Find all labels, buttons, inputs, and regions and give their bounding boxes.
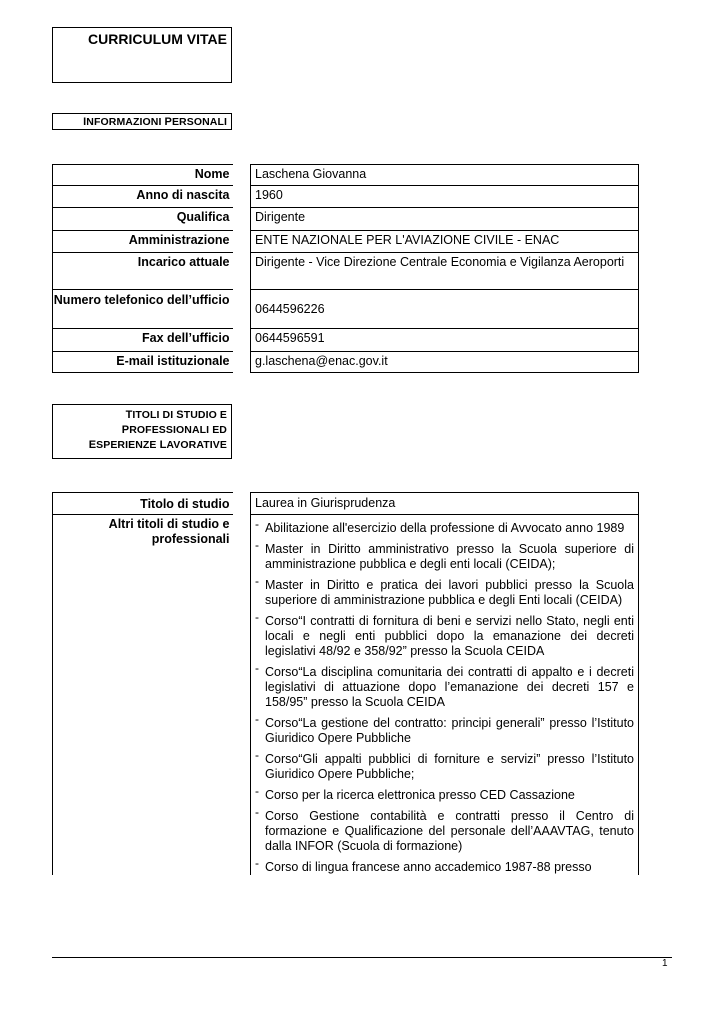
row-value: ENTE NAZIONALE PER L'AVIAZIONE CIVILE - ENAC — [251, 231, 639, 253]
list-item: - Corso per la ricerca elettronica presso CED Cassazione — [255, 788, 634, 803]
section-education-header — [52, 404, 232, 459]
row-label: Titolo di studio — [53, 493, 233, 515]
table-row — [53, 352, 639, 373]
row-value: 0644596226 — [251, 290, 639, 329]
row-label: Anno di nascita — [53, 186, 233, 208]
table-row — [53, 208, 639, 231]
row-label: Incarico attuale — [53, 253, 233, 290]
row-value: Dirigente - Vice Direzione Centrale Economia e Vigilanza Aeroporti — [251, 253, 639, 290]
list-item: - Corso di lingua francese anno accademico 1987-88 presso — [255, 860, 634, 875]
table-row — [53, 493, 639, 515]
cv-title-box — [52, 27, 232, 83]
section-personal-info-label: INFORMAZIONI PERSONALI — [83, 116, 227, 128]
row-label: Amministrazione — [53, 231, 233, 253]
row-value-list — [251, 515, 639, 876]
footer-rule — [52, 957, 672, 958]
section-personal-info-header — [52, 113, 232, 130]
table-row — [53, 290, 639, 329]
personal-info-table — [52, 164, 639, 373]
list-item: - Master in Diritto amministrativo presso la Scuola superiore di amministrazione pubblica e degli enti locali (CEIDA); — [255, 542, 634, 572]
row-label: Fax dell’ufficio — [53, 329, 233, 352]
row-label: E-mail istituzionale — [53, 352, 233, 373]
row-value: 1960 — [251, 186, 639, 208]
list-item: - Corso“La gestione del contratto: principi generali” presso l’Istituto Giuridico Opere Pubbliche — [255, 716, 634, 746]
table-row — [53, 231, 639, 253]
list-item: - Corso Gestione contabilità e contratti presso il Centro di formazione e Qualificazione del personale dell’AAAVTAG, tenuto dalla INFOR (Scuola di formazione) — [255, 809, 634, 854]
list-item: - Abilitazione all'esercizio della professione di Avvocato anno 1989 — [255, 521, 634, 536]
row-label: Nome — [53, 165, 233, 186]
row-value: Laurea in Giurisprudenza — [251, 493, 639, 515]
row-label: Qualifica — [53, 208, 233, 231]
education-table — [52, 492, 639, 875]
table-row — [53, 165, 639, 186]
table-row — [53, 329, 639, 352]
qualifications-list — [255, 521, 634, 875]
list-item: - Corso“La disciplina comunitaria dei contratti di appalto e i decreti legislativi di attuazione dopo l’emanazione dei decreti 157 e 158/95” presso la Scuola CEIDA — [255, 665, 634, 710]
list-item: - Master in Diritto e pratica dei lavori pubblici presso la Scuola superiore di amministrazione pubblica e degli Enti locali (CEIDA) — [255, 578, 634, 608]
table-row — [53, 186, 639, 208]
list-item: - Corso“Gli appalti pubblici di forniture e servizi” presso l’Istituto Giuridico Opere Pubbliche; — [255, 752, 634, 782]
row-value: Laschena Giovanna — [251, 165, 639, 186]
row-value: g.laschena@enac.gov.it — [251, 352, 639, 373]
page-number: 1 — [662, 958, 668, 969]
table-row — [53, 515, 639, 876]
row-value: Dirigente — [251, 208, 639, 231]
document-title: CURRICULUM VITAE — [88, 31, 227, 47]
row-label: Numero telefonico dell’ufficio — [53, 290, 233, 329]
row-label: Altri titoli di studio e professionali — [53, 515, 233, 876]
list-item: - Corso“I contratti di fornitura di beni e servizi nello Stato, negli enti locali e negli enti pubblici dopo la emanazione dei decreti legislativi 48/92 e 358/92” presso la Scuola CEIDA — [255, 614, 634, 659]
section-education-label: TITOLI DI STUDIO E PROFESSIONALI ED ESPERIENZE LAVORATIVE — [88, 409, 227, 451]
table-row — [53, 253, 639, 290]
row-value: 0644596591 — [251, 329, 639, 352]
